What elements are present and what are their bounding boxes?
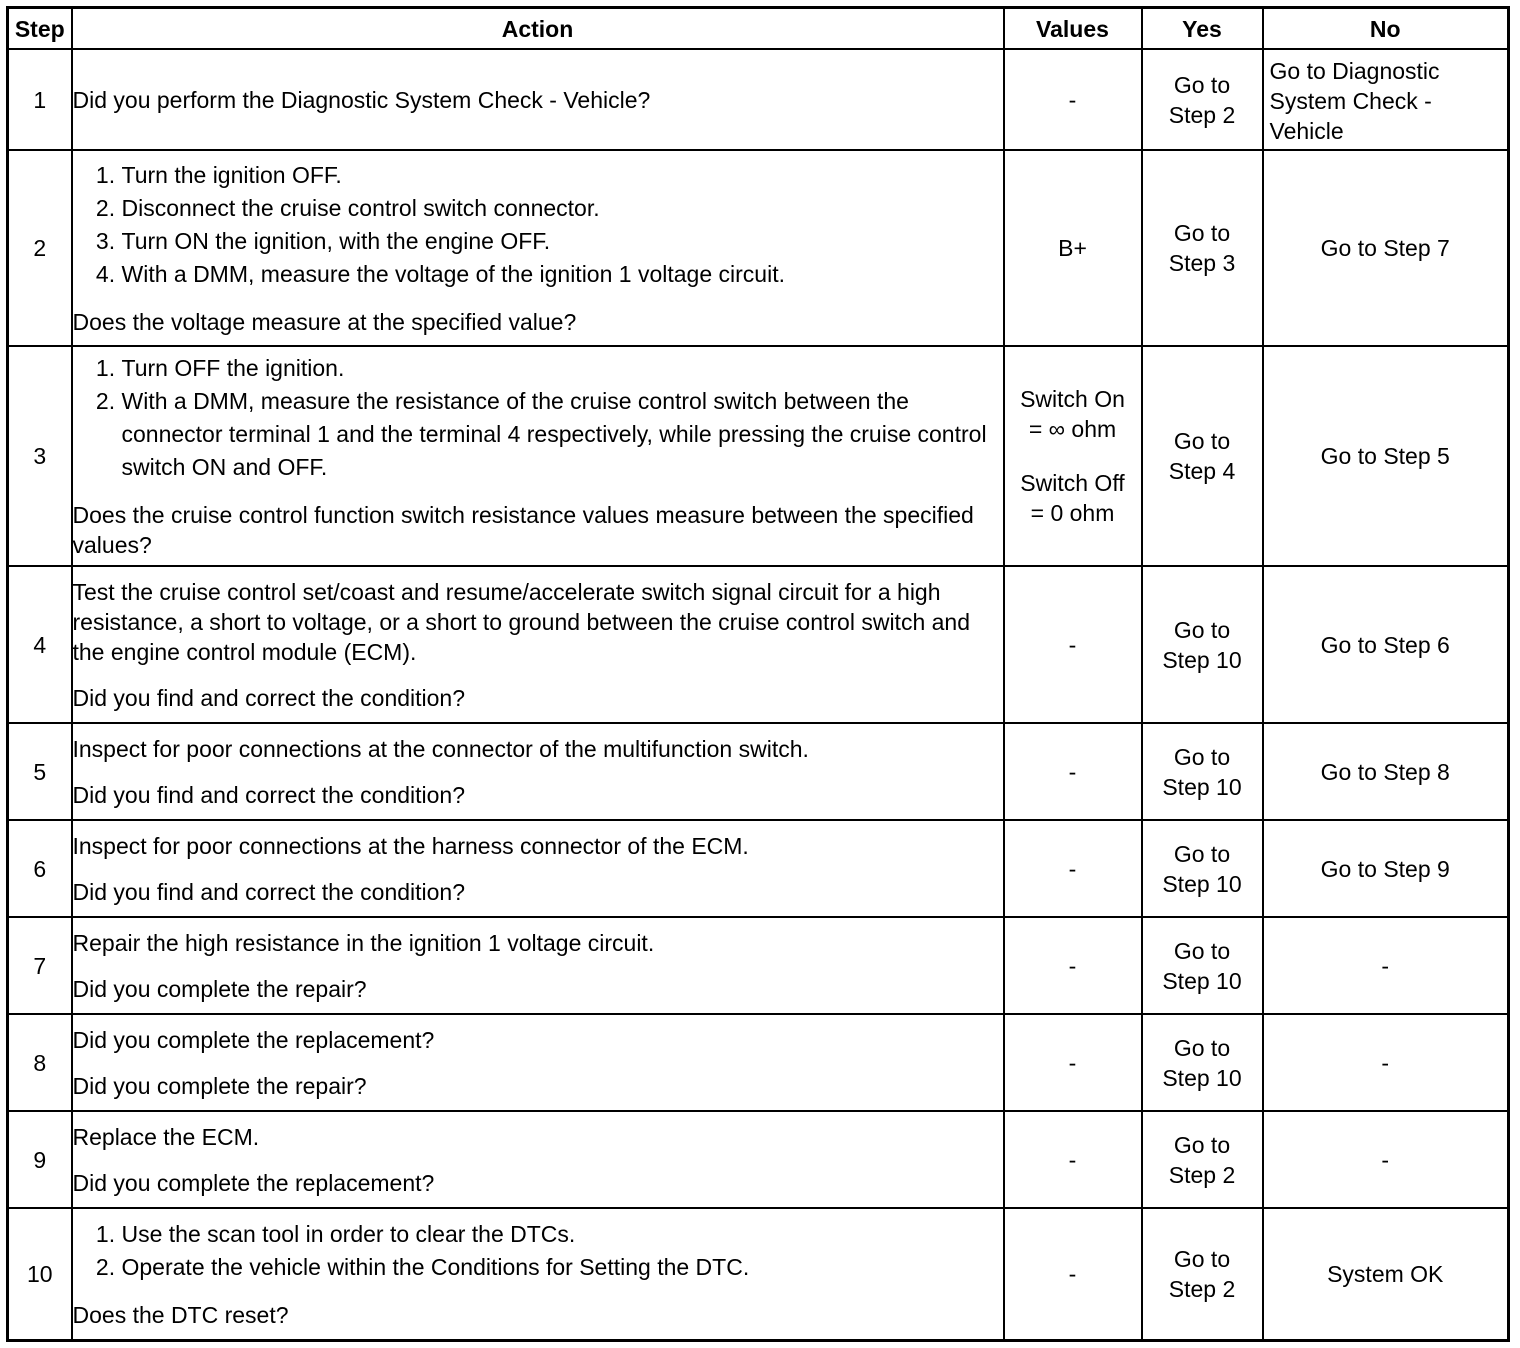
step-cell: 7 bbox=[8, 917, 72, 1014]
action-step-item: 1. Turn the ignition OFF. bbox=[122, 159, 1003, 192]
table-body bbox=[8, 49, 1509, 1340]
action-step-item: 1. Turn OFF the ignition. bbox=[122, 352, 1003, 385]
action-instruction: Inspect for poor connections at the harness connector of the ECM. bbox=[72, 832, 749, 859]
action-steps-list bbox=[73, 352, 1003, 484]
yes-cell bbox=[1142, 346, 1263, 566]
diagnostic-table bbox=[6, 6, 1510, 1342]
no-text: System Check - bbox=[1269, 88, 1432, 114]
action-question: Did you complete the repair? bbox=[72, 975, 367, 1002]
step-cell: 1 bbox=[8, 49, 72, 150]
action-step-item: 2. Operate the vehicle within the Conditions for Setting the DTC. bbox=[122, 1251, 1003, 1284]
no-cell bbox=[1263, 820, 1509, 917]
action-step-item: 2. With a DMM, measure the resistance of the cruise control switch between the connector terminal 1 and the terminal 4 respectively, while pressing the cruise control switch ON and OFF. bbox=[122, 385, 1003, 484]
no-text: - bbox=[1381, 1049, 1390, 1076]
step-cell: 3 bbox=[8, 346, 72, 566]
yes-cell bbox=[1142, 1014, 1263, 1111]
header-no: No bbox=[1263, 8, 1509, 50]
value-text: - bbox=[1068, 1049, 1077, 1076]
yes-text: Go to bbox=[1173, 428, 1231, 454]
yes-text: Go to bbox=[1173, 937, 1231, 964]
value-text: - bbox=[1068, 952, 1077, 979]
value-text: - bbox=[1068, 1260, 1077, 1287]
yes-text: Step 10 bbox=[1162, 1064, 1242, 1091]
yes-text: Go to bbox=[1173, 1034, 1231, 1061]
values-spacer bbox=[1005, 444, 1141, 468]
yes-cell bbox=[1142, 150, 1263, 346]
value-text: - bbox=[1068, 631, 1077, 658]
no-text: Go to Step 8 bbox=[1320, 758, 1450, 785]
step-cell: 6 bbox=[8, 820, 72, 917]
action-step-item: 1. Use the scan tool in order to clear the DTCs. bbox=[122, 1218, 1003, 1251]
values-cell bbox=[1004, 723, 1142, 820]
no-text: - bbox=[1381, 1146, 1390, 1173]
yes-text: Step 10 bbox=[1162, 967, 1242, 994]
no-text: - bbox=[1381, 952, 1390, 979]
action-question: Did you find and correct the condition? bbox=[72, 781, 466, 808]
yes-text: Go to bbox=[1173, 616, 1231, 643]
value-text: = ∞ ohm bbox=[1028, 416, 1117, 442]
header-yes: Yes bbox=[1142, 8, 1263, 50]
value-text: Switch On bbox=[1020, 386, 1125, 412]
no-cell bbox=[1263, 1111, 1509, 1208]
action-cell bbox=[72, 1208, 1004, 1340]
action-instruction: Did you complete the replacement? bbox=[72, 1026, 435, 1053]
table-row bbox=[8, 917, 1509, 1014]
table-row bbox=[8, 1208, 1509, 1340]
yes-cell bbox=[1142, 1208, 1263, 1340]
yes-cell bbox=[1142, 566, 1263, 723]
no-text: Go to Step 9 bbox=[1320, 855, 1450, 882]
values-cell bbox=[1004, 1111, 1142, 1208]
yes-text: Step 2 bbox=[1168, 1161, 1236, 1188]
yes-text: Step 2 bbox=[1168, 1275, 1236, 1302]
no-text: Vehicle bbox=[1269, 118, 1344, 144]
no-text: Go to Step 6 bbox=[1320, 631, 1450, 658]
action-question: Did you find and correct the condition? bbox=[72, 878, 466, 905]
step-cell: 8 bbox=[8, 1014, 72, 1111]
action-instruction: Did you perform the Diagnostic System Check - Vehicle? bbox=[72, 86, 651, 113]
yes-text: Go to bbox=[1173, 1245, 1231, 1272]
action-cell bbox=[72, 820, 1004, 917]
action-cell bbox=[72, 49, 1004, 150]
step-cell: 9 bbox=[8, 1111, 72, 1208]
values-cell bbox=[1004, 150, 1142, 346]
yes-text: Go to bbox=[1173, 743, 1231, 770]
values-cell bbox=[1004, 346, 1142, 566]
table-row bbox=[8, 1014, 1509, 1111]
yes-cell bbox=[1142, 1111, 1263, 1208]
action-question: Does the cruise control function switch resistance values measure between the specified values? bbox=[72, 502, 974, 558]
action-instruction: Repair the high resistance in the ignition 1 voltage circuit. bbox=[72, 929, 655, 956]
values-cell bbox=[1004, 1014, 1142, 1111]
action-cell bbox=[72, 917, 1004, 1014]
yes-text: Step 2 bbox=[1168, 101, 1236, 128]
action-cell bbox=[72, 1014, 1004, 1111]
action-step-item: 2. Disconnect the cruise control switch connector. bbox=[122, 192, 1003, 225]
no-cell bbox=[1263, 49, 1509, 150]
step-cell: 2 bbox=[8, 150, 72, 346]
values-cell bbox=[1004, 49, 1142, 150]
header-action: Action bbox=[72, 8, 1004, 50]
yes-text: Go to bbox=[1173, 71, 1231, 98]
action-step-item: 4. With a DMM, measure the voltage of the ignition 1 voltage circuit. bbox=[122, 258, 1003, 291]
no-text: Go to Step 7 bbox=[1320, 235, 1450, 261]
action-question: Did you complete the replacement? bbox=[72, 1169, 435, 1196]
action-cell bbox=[72, 346, 1004, 566]
yes-text: Go to bbox=[1173, 840, 1231, 867]
yes-cell bbox=[1142, 723, 1263, 820]
no-text: System OK bbox=[1327, 1260, 1444, 1287]
action-cell bbox=[72, 1111, 1004, 1208]
action-cell bbox=[72, 566, 1004, 723]
step-cell: 5 bbox=[8, 723, 72, 820]
step-cell: 10 bbox=[8, 1208, 72, 1340]
yes-text: Step 4 bbox=[1168, 458, 1236, 484]
action-cell bbox=[72, 150, 1004, 346]
action-question: Does the voltage measure at the specified value? bbox=[72, 309, 577, 335]
header-step: Step bbox=[8, 8, 72, 50]
value-text: - bbox=[1068, 758, 1077, 785]
values-cell bbox=[1004, 820, 1142, 917]
values-cell bbox=[1004, 917, 1142, 1014]
value-text: - bbox=[1068, 1146, 1077, 1173]
table-row bbox=[8, 346, 1509, 566]
yes-cell bbox=[1142, 49, 1263, 150]
no-cell bbox=[1263, 566, 1509, 723]
no-cell bbox=[1263, 723, 1509, 820]
table-row bbox=[8, 566, 1509, 723]
value-text: B+ bbox=[1058, 235, 1087, 261]
action-question: Did you complete the repair? bbox=[72, 1072, 367, 1099]
no-text: Go to Step 5 bbox=[1320, 443, 1450, 469]
yes-text: Step 10 bbox=[1162, 870, 1242, 897]
table-row bbox=[8, 820, 1509, 917]
yes-text: Go to bbox=[1173, 1131, 1231, 1158]
action-cell bbox=[72, 723, 1004, 820]
header-row bbox=[8, 8, 1509, 50]
no-cell bbox=[1263, 346, 1509, 566]
no-cell bbox=[1263, 1014, 1509, 1111]
action-steps-list bbox=[73, 1218, 1003, 1284]
yes-text: Step 3 bbox=[1168, 250, 1236, 276]
values-cell bbox=[1004, 1208, 1142, 1340]
yes-cell bbox=[1142, 917, 1263, 1014]
no-cell bbox=[1263, 1208, 1509, 1340]
header-values: Values bbox=[1004, 8, 1142, 50]
no-cell bbox=[1263, 150, 1509, 346]
table-row bbox=[8, 1111, 1509, 1208]
value-text: = 0 ohm bbox=[1030, 500, 1115, 526]
yes-cell bbox=[1142, 820, 1263, 917]
table-row bbox=[8, 49, 1509, 150]
values-cell bbox=[1004, 566, 1142, 723]
no-cell bbox=[1263, 917, 1509, 1014]
step-cell: 4 bbox=[8, 566, 72, 723]
action-instruction: Test the cruise control set/coast and resume/accelerate switch signal circuit for a high resistance, a short to voltage, or a short to ground between the cruise control switch and the engine control module (ECM). bbox=[72, 578, 970, 665]
action-step-item: 3. Turn ON the ignition, with the engine OFF. bbox=[122, 225, 1003, 258]
yes-text: Step 10 bbox=[1162, 773, 1242, 800]
action-question: Did you find and correct the condition? bbox=[72, 684, 466, 711]
action-instruction: Inspect for poor connections at the connector of the multifunction switch. bbox=[72, 735, 809, 762]
value-text: - bbox=[1068, 855, 1077, 882]
yes-text: Go to bbox=[1173, 220, 1231, 246]
action-question: Does the DTC reset? bbox=[72, 1301, 289, 1328]
action-steps-list bbox=[73, 159, 1003, 291]
yes-text: Step 10 bbox=[1162, 646, 1242, 673]
value-text: - bbox=[1068, 86, 1077, 113]
table-row bbox=[8, 150, 1509, 346]
value-text: Switch Off bbox=[1020, 470, 1125, 496]
table-row bbox=[8, 723, 1509, 820]
no-text: Go to Diagnostic bbox=[1269, 58, 1440, 84]
action-instruction: Replace the ECM. bbox=[72, 1123, 260, 1150]
